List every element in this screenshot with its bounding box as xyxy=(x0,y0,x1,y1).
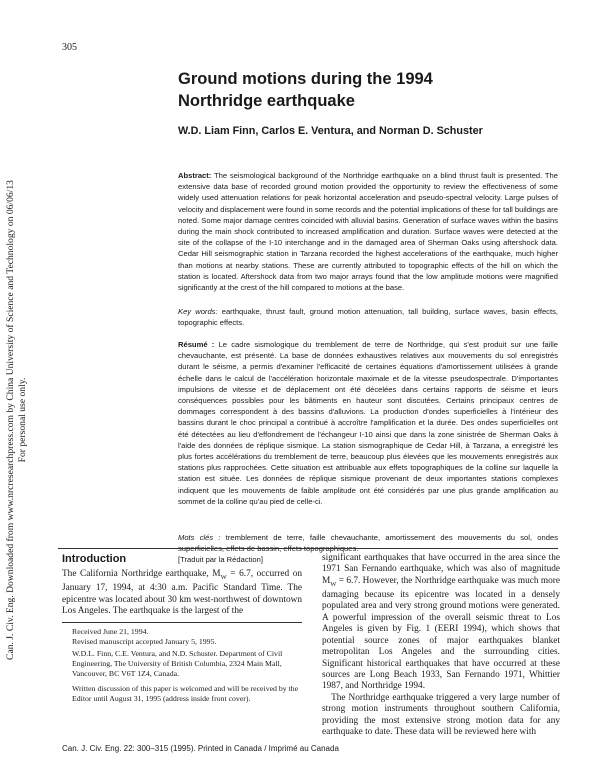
translation-note: [Traduit par la Rédaction] xyxy=(178,555,263,565)
download-watermark-line1: Can. J. Civ. Eng. Downloaded from www.nrcresearchpress.com by China University of Science and Technology on 06/06/13 xyxy=(5,180,16,660)
mots-cles-label: Mots clés : xyxy=(178,533,221,542)
article-title-line1: Ground motions during the 1994 xyxy=(178,70,433,88)
intro-right-text-a: significant earthquakes that have occurred in the area since the 1971 San Fernando earthquake, which was also of magnitude M xyxy=(322,553,560,586)
author-list: W.D. Liam Finn, Carlos E. Ventura, and Norman D. Schuster xyxy=(178,125,483,137)
article-title xyxy=(178,68,538,112)
intro-right-text-b: = 6.7. However, the Northridge earthquake was much more damaging because its epicentre was located in a densely populated area and very strong ground motions were generated. A powerful impression of the overall seismic threat to Los Angeles is given by Fig. 1 (EERI 1994), which shows that potential source zones of major earthquakes blanket metropolitan Los Angeles and the surrounding cities. Significant historical earthquakes that have occurred at these sources are Long Beach 1933, San Fernando 1971, Whittier 1987, and Northridge 1994. xyxy=(322,575,560,692)
introduction-left-column xyxy=(62,569,302,617)
journal-footer: Can. J. Civ. Eng. 22: 300–315 (1995). Printed in Canada / Imprimé au Canada xyxy=(62,744,339,753)
intro-right-paragraph-2: The Northridge earthquake triggered a very large number of strong motion instruments throughout southern California, providing the most extensive strong motion data for any earthquake to date. These data will be reviewed here with xyxy=(322,692,560,737)
revised-date: Revised manuscript accepted January 5, 1995. xyxy=(72,636,217,646)
abstract-text: The seismological background of the Northridge earthquake on a blind thrust fault is presented. The extensive data base of recorded ground motion provided the opportunity to review the effectiveness of some widely used attenuation relations for peak horizontal acceleration and pseudo-spectral velocity. Large pulses of velocity and displacement were found in some records and the potential implications of these for tall buildings are noted. Some major damage centres coincided with alluvial basins. Generation of surface waves within the basins during the main shock contributed to increased amplification and duration. Surface waves were detected at the site of the collapse of the I-10 interchange and in the damaged area of Sherman Oaks using aftershock data. Cedar Hill seismographic station in Tarzana recorded the highest accelerations of the earthquake, much higher than motions at nearby stations. These are currently attributed to topographic effects of the hill on which the station is located. Aftershock data from two major arrays found that the low amplitude motions were magnified significantly at the crest of the hill compared to motions at the base. xyxy=(178,171,558,293)
resume-label: Résumé : xyxy=(178,340,215,349)
abstract-label: Abstract: xyxy=(178,171,212,180)
section-divider xyxy=(58,548,558,549)
keywords-label: Key words: xyxy=(178,307,218,316)
intro-left-text-b: = 6.7, occurred on January 17, 1994, at 4:30 a.m. Pacific Standard Time. The epicentre was located about 30 km west-northwest of downtown Los Angeles. The earthquake is the largest of the xyxy=(62,569,302,617)
article-title-line2: Northridge earthquake xyxy=(178,92,355,110)
introduction-right-column xyxy=(322,553,560,738)
footnote-divider xyxy=(62,622,302,623)
keywords xyxy=(178,306,558,328)
received-dates xyxy=(72,627,302,647)
abstract xyxy=(178,170,558,293)
page-number: 305 xyxy=(62,42,77,53)
keywords-text: earthquake, thrust fault, ground motion attenuation, tall building, surface waves, basin effects, topographic effects. xyxy=(178,307,558,328)
discussion-note: Written discussion of this paper is welcomed and will be received by the Editor until August 31, 1995 (address inside front cover). xyxy=(72,684,299,703)
resume-text: Le cadre sismologique du tremblement de terre de Northridge, qui s'est produit sur une faille chevauchante, est présenté. La base de données exhaustives relatives aux mouvements du sol enregistrés durant le séisme, a permis d'examiner l'efficacité de certaines équations d'amortissement utilisées à grande échelle dans le calcul de l'accélération horizontale maximale et de la vitesse pseudospectrale. D'importantes impulsions de vitesse et de déplacement ont été décelées dans certains rapports de séisme et leurs conséquences possibles pour les bâtiments en hauteur sont discutées. Certains principaux centres de dommages correspondent à des bassins d'alluvions. La production d'ondes superficielles à l'intérieur des bassins durant le choc principal a contribué à accroître l'amplification et la durée. Des ondes superficielles ont été détectées au lieu d'effondrement de l'échangeur I-10 ainsi que dans la zone sinistrée de Sherman Oaks à l'aide des données de réplique sismique. La station sismographique de Cedar Hill, à Tarzana, a enregistré les plus fortes accélérations du tremblement de terre, beaucoup plus élevées que les mouvements enregistrés aux stations plus rapprochées. Cette situation est attribuable aux effets topographiques de la colline sur laquelle la station est située. Les données de réplique sismique provenant de deux importantes stations complexes indiquent que les mouvements de faible amplitude ont été considérés par une plus grande amplification au sommet de la colline qu'au pied de celle-ci. xyxy=(178,340,558,506)
introduction-heading: Introduction xyxy=(62,553,127,565)
intro-right-subscript: W xyxy=(330,580,337,588)
intro-left-text-a: The California Northridge earthquake, M xyxy=(62,569,221,579)
author-affiliation: W.D.L. Finn, C.E. Ventura, and N.D. Schuster. Department of Civil Engineering, The University of British Columbia, 2324 Main Mall, Vancouver, BC V6T 1Z4, Canada. xyxy=(72,649,283,678)
download-watermark xyxy=(2,140,32,700)
intro-left-subscript: W xyxy=(220,573,227,581)
received-date: Received June 21, 1994. xyxy=(72,627,149,636)
resume xyxy=(178,339,558,507)
mots-cles-text: tremblement de terre, faille chevauchante, amortissement des mouvements du sol, ondes superficielles, effets de bassin, effets topographiques. xyxy=(178,533,558,554)
download-watermark-line2: For personal use only. xyxy=(17,377,28,463)
